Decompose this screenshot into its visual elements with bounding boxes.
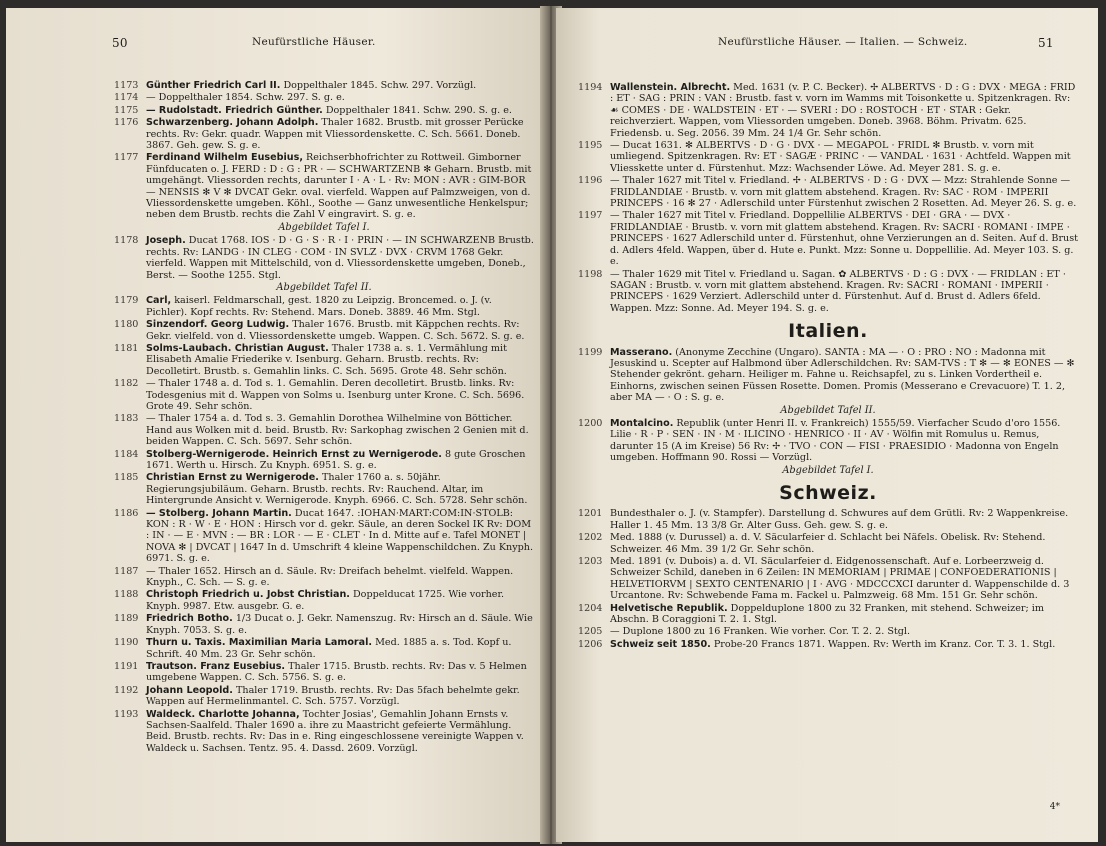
lot-number: 1180 bbox=[114, 319, 139, 331]
left-column bbox=[114, 80, 534, 755]
entry-name: Trautson. Franz Eusebius. bbox=[146, 660, 286, 672]
lot-number: 1179 bbox=[114, 295, 139, 307]
entry-description: Doppelthaler 1845. Schw. 297. Vorzügl. bbox=[280, 80, 477, 91]
entries-schweiz bbox=[578, 508, 1078, 650]
entry-description: — Thaler 1627 mit Titel v. Friedland. Doppellilie ALBERTVS · DEI · GRA · — DVX · FRIDLANDIAE · Brustb. v. vorn mit glattem abstehend. Kragen. Rv: SACRI · ROMANI · IMPE · PRINCEPS · 1627 Adlerschild unter d. Fürstenhut, ohne Verzierungen an d. Seiten. Auf d. Brust d. Adlers 4feld. Wappen, über d. Hute e. Punkt. Mzz: Sonne u. Doppellilie. Ad. Meyer 103. S. g. e. bbox=[610, 210, 1079, 268]
entry-name: Schwarzenberg. Johann Adolph. bbox=[146, 117, 319, 129]
lot-number: 1187 bbox=[114, 565, 139, 577]
entry-description: Thaler 1738 a. s. 1. Vermählung mit Elisabeth Amalie Friederike v. Isenburg. Geharn. Brustb. rechts. Rv: Decolletirt. Brustb. s. Gemahlin links. C. Sch. 5695. Grote 48. Sehr schön. bbox=[146, 342, 507, 377]
plate-reference: Abgebildet Tafel I. bbox=[782, 464, 874, 476]
section-heading-italien: Italien. bbox=[788, 320, 868, 343]
catalog-entry bbox=[578, 418, 1078, 464]
entry-description: — Ducat 1631. ✻ ALBERTVS · D · G · DVX · — MEGAPOL · FRIDL ✻ Brustb. v. vorn mit umliegend. Spitzenkragen. Rv: ET · SAGÆ · PRINC · — VANDAL · 1631 · Achtfeld. Wappen mit Vliesskette unter d. Fürstenhut. Mzz: Wachsender Löwe. Ad. Meyer 281. S. g. e. bbox=[610, 140, 1071, 174]
lot-number: 1177 bbox=[114, 152, 139, 164]
entry-description: Probe-20 Francs 1871. Wappen. Rv: Werth im Kranz. Cor. T. 3. 1. Stgl. bbox=[710, 638, 1056, 650]
catalog-entry bbox=[578, 639, 1078, 650]
entry-description: Reichserbhofrichter zu Rottweil. Gimborner Fünfducaten o. J. FERD : D : G : PR · — SCHWARTZENB ✻ Geharn. Brustb. mit umgehängt. Vliessorden rechts, darunter I · A · L · Rv: MON : AVR : GIM-BOR — NENSIS ✻ V ✻ DVCAT Gekr. oval. vierfeld. Wappen auf Palmzweigen, von d. Vliessordenskette umgeben. Köhl., Soothe — Ganz unwesentliche Henkelspur; neben dem Brustb. rechts die Zahl V eingravirt. S. g. e. bbox=[146, 152, 532, 221]
lot-number: 1184 bbox=[114, 448, 139, 460]
entry-name: Solms-Laubach. Christian August. bbox=[146, 342, 329, 354]
left-page bbox=[6, 8, 546, 842]
entry-description: Tochter Josias', Gemahlin Johann Ernsts v. Sachsen-Saalfeld. Thaler 1690 a. ihre zu Maastricht gefeierte Vermählung. Beid. Brustb. rechts. Rv: Das in e. Ring eingeschlossene vereinigte Wappen v. Waldeck u. Sachsen. Tentz. 95. 4. Dassd. 2609. Vorzügl. bbox=[146, 708, 524, 754]
lot-number: 1198 bbox=[578, 268, 603, 280]
catalog-entry bbox=[578, 347, 1078, 404]
entry-description: Doppelthaler 1841. Schw. 290. S. g. e. bbox=[322, 104, 512, 116]
entry-name: Joseph. bbox=[146, 235, 186, 247]
entry-name: Friedrich Botho. bbox=[146, 613, 233, 625]
lot-number: 1182 bbox=[114, 378, 139, 390]
catalog-entry bbox=[114, 685, 534, 708]
entry-name: — Rudolstadt. Friedrich Günther. bbox=[146, 104, 323, 116]
catalog-entry bbox=[578, 603, 1078, 626]
lot-number: 1206 bbox=[578, 638, 603, 650]
entry-description: kaiserl. Feldmarschall, gest. 1820 zu Leipzig. Broncemed. o. J. (v. Pichler). Kopf rechts. Rv: Stehend. Mars. Doneb. 3889. 46 Mm. Stgl. bbox=[146, 295, 492, 318]
lot-number: 1176 bbox=[114, 117, 139, 129]
entries-wallenstein bbox=[578, 82, 1078, 314]
lot-number: 1181 bbox=[114, 342, 139, 354]
entry-description: Doppelducat 1725. Wie vorher. Knyph. 9987. Etw. ausgebr. G. e. bbox=[146, 589, 505, 612]
entry-name: Schweiz seit 1850. bbox=[610, 638, 711, 650]
lot-number: 1191 bbox=[114, 660, 139, 672]
entry-name: Günther Friedrich Carl II. bbox=[146, 80, 281, 91]
catalog-entry bbox=[578, 532, 1078, 555]
entry-description: Thaler 1682. Brustb. mit grosser Perücke rechts. Rv: Gekr. quadr. Wappen mit Vliessordenskette. C. Sch. 5661. Doneb. 3867. Geh. gew. S. g. e. bbox=[146, 117, 524, 152]
catalog-entry bbox=[578, 210, 1078, 267]
running-header: Neufürstliche Häuser. — Italien. — Schweiz. bbox=[718, 36, 968, 48]
catalog-entry bbox=[114, 661, 534, 684]
catalog-entry bbox=[114, 105, 534, 116]
catalog-entry bbox=[114, 472, 534, 506]
entry-name: Masserano. bbox=[610, 346, 673, 358]
catalog-entry bbox=[114, 295, 534, 318]
catalog-entry bbox=[114, 319, 534, 342]
entry-description: Ducat 1647. :IOHAN·MART:COM:IN·STOLB: KON : R · W · E · HON : Hirsch vor d. gekr. Säule, an deren Sockel IK Rv: DOM : IN · — E · MVN : — BR : LOR · — E · CLET · In d. Mitte auf e. Tafel MONET | NOVA ✻ | DVCAT | 1647 In d. Umschrift 4 kleine Wappenschildchen. Zu Knyph. 6971. S. g. e. bbox=[146, 507, 533, 565]
entry-description: Doppelduplone 1800 zu 32 Franken, mit stehend. Schweizer; im Abschn. B Coraggioni T. 2. 1. Stgl. bbox=[610, 602, 1044, 626]
entry-name: Thurn u. Taxis. Maximilian Maria Lamoral. bbox=[146, 637, 373, 649]
catalog-entry bbox=[114, 449, 534, 472]
plate-reference: Abgebildet Tafel II. bbox=[276, 281, 372, 293]
entry-description: Bundesthaler o. J. (v. Stampfer). Darstellung d. Schwures auf dem Grütli. Rv: 2 Wappenkreise. Haller 1. 45 Mm. 13 3/8 Gr. Alter Guss. Geh. gew. S. g. e. bbox=[610, 508, 1069, 531]
entry-description: 1/3 Ducat o. J. Gekr. Namenszug. Rv: Hirsch an d. Säule. Wie Knyph. 7053. S. g. e. bbox=[146, 613, 533, 636]
lot-number: 1189 bbox=[114, 613, 139, 625]
entry-description: (Anonyme Zecchine (Ungaro). SANTA : MA — · O : PRO : NO : Madonna mit Jesuskind u. Scepter auf Halbmond über Adlerschildchen. Rv: SAM-TVS : T ✻ — ✻ EONES — ✻ Stehender gekrönt. geharn. Heiliger m. Fahne u. Reichsapfel, zu s. Linken Vordertheil e. Einhorns, zwischen seinen Füssen Rosette. Domen. Promis (Messerano e Crevacuore) T. 1. 2, aber MA — · O : S. g. e. bbox=[610, 346, 1075, 404]
entry-description: Thaler 1676. Brustb. mit Käppchen rechts. Rv: Gekr. vielfeld. von d. Vliessordenskette umgeb. Wappen. C. Sch. 5672. S. g. e. bbox=[146, 319, 525, 342]
catalog-entry bbox=[578, 175, 1078, 209]
entry-description: — Thaler 1748 a. d. Tod s. 1. Gemahlin. Deren decolletirt. Brustb. links. Rv: Todesgenius mit d. Wappen von Solms u. Isenburg unter Krone. C. Sch. 5696. Grote 49. Sehr schön. bbox=[146, 378, 525, 412]
lot-number: 1197 bbox=[578, 210, 603, 222]
lot-number: 1186 bbox=[114, 507, 139, 519]
catalog-entry bbox=[578, 626, 1078, 637]
lot-number: 1200 bbox=[578, 417, 603, 429]
lot-number: 1185 bbox=[114, 472, 139, 484]
entry-description: Med. 1891 (v. Dubois) a. d. VI. Säcularfeier d. Eidgenossenschaft. Auf e. Lorbeerzweig d. Schweizer Schild, daneben in 6 Zeilen: IN MEMORIAM | PRIMAE | CONFOEDERATIONIS | HELVETIORVM | SEXTO CENTENARIO | I · AVG · MDCCCXCI darunter d. Wappenschilde d. 3 Urcantone. Rv: Schwebende Fama m. Fackel u. Palmzweig. 68 Mm. 151 Gr. Sehr schön. bbox=[610, 556, 1070, 602]
entry-name: Christoph Friedrich u. Jobst Christian. bbox=[146, 589, 350, 601]
lot-number: 1199 bbox=[578, 346, 603, 358]
catalog-entry bbox=[114, 152, 534, 220]
lot-number: 1195 bbox=[578, 140, 603, 152]
catalog-entry bbox=[114, 117, 534, 151]
section-heading-schweiz: Schweiz. bbox=[779, 482, 877, 504]
entry-description: — Duplone 1800 zu 16 Franken. Wie vorher. Cor. T. 2. 2. Stgl. bbox=[610, 626, 911, 638]
entry-name: Montalcino. bbox=[610, 417, 674, 429]
catalog-entry bbox=[114, 413, 534, 447]
catalog-entry bbox=[114, 508, 534, 565]
lot-number: 1188 bbox=[114, 589, 139, 601]
plate-reference: Abgebildet Tafel I. bbox=[278, 221, 370, 233]
catalog-entry bbox=[114, 378, 534, 412]
catalog-entry bbox=[114, 589, 534, 612]
lot-number: 1175 bbox=[114, 104, 139, 116]
lot-number: 1194 bbox=[578, 82, 603, 93]
catalog-entry bbox=[114, 637, 534, 660]
entry-name: Stolberg-Wernigerode. Heinrich Ernst zu Wernigerode. bbox=[146, 448, 442, 460]
entry-description: Med. 1631 (v. P. C. Becker). ✢ ALBERTVS · D : G : DVX · MEGA : FRID : ET · SAG : PRIN : VAN : Brustb. fast v. vorn im Wamms mit Toisonkette u. Spitzenkragen. Rv: ☙ COMES · DE · WALDSTEIN · ET · — SVERI : DO : ROSTOCH · ET · STAR : Gekr. reichverziert. Wappen, vom Vliessorden umgeben. Doneb. 3968. Böhm. Privatm. 625. Friedensb. u. Seg. 2056. 39 Mm. 24 1/4 Gr. Sehr schön. bbox=[610, 82, 1076, 139]
entry-description: — Thaler 1629 mit Titel v. Friedland u. Sagan. ✿ ALBERTVS · D : G : DVX · — FRIDLAN : ET · SAGAN : Brustb. v. vorn mit glattem abstehend. Kragen. Rv: SACRI · ROMANI · IMPERII · PRINCEPS · 1629 Verziert. Adlerschild unter d. Fürstenhut. Auf d. Brust d. Adlers 6feld. Wappen. Mzz: Sonne. Ad. Meyer 194. S. g. e. bbox=[610, 268, 1066, 314]
lot-number: 1190 bbox=[114, 637, 139, 649]
lot-number: 1204 bbox=[578, 602, 603, 614]
entry-description: Med. 1885 a. s. Tod. Kopf u. Schrift. 40 Mm. 23 Gr. Sehr schön. bbox=[146, 637, 512, 660]
catalog-entry bbox=[578, 140, 1078, 174]
catalog-entry bbox=[114, 235, 534, 281]
catalog-entry bbox=[578, 269, 1078, 315]
page-number: 51 bbox=[1038, 36, 1054, 50]
plate-reference: Abgebildet Tafel II. bbox=[780, 404, 876, 416]
entry-description: Thaler 1719. Brustb. rechts. Rv: Das 5fach behelmte gekr. Wappen auf Hermelinmantel. C. Sch. 5757. Vorzügl. bbox=[146, 684, 520, 708]
entry-description: Thaler 1715. Brustb. rechts. Rv: Das v. 5 Helmen umgebene Wappen. C. Sch. 5756. S. g. e. bbox=[146, 660, 527, 684]
entry-description: — Doppelthaler 1854. Schw. 297. S. g. e. bbox=[146, 92, 345, 104]
catalog-entry bbox=[578, 556, 1078, 602]
entry-name: Carl, bbox=[146, 295, 172, 307]
lot-number: 1205 bbox=[578, 626, 603, 638]
lot-number: 1173 bbox=[114, 80, 139, 91]
entry-description: — Thaler 1652. Hirsch an d. Säule. Rv: Dreifach behelmt. vielfeld. Wappen. Knyph., C. Sch. — S. g. e. bbox=[146, 565, 514, 589]
catalog-entry bbox=[578, 508, 1078, 531]
entry-description: Ducat 1768. IOS · D · G · S · R · I · PRIN · — IN SCHWARZENB Brustb. rechts. Rv: LANDG · IN CLEG · COM · IN SVLZ · DVX · CRVM 1768 Gekr. vierfeld. Wappen mit Mittelschild, von d. Vliessordenskette umgeben, Doneb., Berst. — Soothe 1255. Stgl. bbox=[146, 235, 534, 281]
entry-name: Helvetische Republik. bbox=[610, 602, 728, 614]
right-column bbox=[578, 82, 1078, 651]
right-page bbox=[556, 8, 1098, 842]
entry-name: Ferdinand Wilhelm Eusebius, bbox=[146, 152, 303, 164]
entry-description: Republik (unter Henri II. v. Frankreich) 1555/59. Vierfacher Scudo d'oro 1556. Lilie · R · P · SEN · IN · M · ILICINO · HENRICO · II · AV · Wölfin mit Romulus u. Remus, darunter 15 (A im Kreise) 56 Rv: ✢ · TVO · CON — FISI · PRAESIDIO · Madonna von Engeln umgeben. Hoffmann 90. Rossi — Vorzügl. bbox=[610, 417, 1061, 464]
entry-description: Thaler 1760 a. s. 50jähr. Regierungsjubiläum. Geharn. Brustb. rechts. Rv: Rauchend. Altar, im Hintergrunde Ansicht v. Wernigerode. Knyph. 6966. C. Sch. 5728. Sehr schön. bbox=[146, 472, 528, 507]
entry-description: — Thaler 1627 mit Titel v. Friedland. ✢ · ALBERTVS · D : G · DVX — Mzz: Strahlende Sonne — FRIDLANDIAE · Brustb. v. vorn mit glattem abstehend. Kragen. Rv: SAC · ROM · IMPERII PRINCEPS · 16 ✻ 27 · Adlerschild unter Fürstenhut zwischen 2 Rosetten. Ad. Meyer 26. S. g. e. bbox=[610, 175, 1077, 210]
entry-description: Med. 1888 (v. Durussel) a. d. V. Säcularfeier d. Schlacht bei Näfels. Obelisk. Rv: Stehend. Schweizer. 46 Mm. 39 1/2 Gr. Sehr schön. bbox=[610, 532, 1046, 555]
lot-number: 1196 bbox=[578, 175, 603, 187]
page-number: 50 bbox=[112, 36, 128, 50]
entry-description: — Thaler 1754 a. d. Tod s. 3. Gemahlin Dorothea Wilhelmine von Bötticher. Hand aus Wolken mit d. beid. Brustb. Rv: Sarkophag zwischen 2 Genien mit d. beiden Wappen. C. Sch. 5697. Sehr schön. bbox=[146, 413, 529, 448]
lot-number: 1183 bbox=[114, 413, 139, 425]
entries-italien bbox=[578, 347, 1078, 476]
entry-name: Waldeck. Charlotte Johanna, bbox=[146, 708, 300, 720]
lot-number: 1178 bbox=[114, 235, 139, 247]
running-header: Neufürstliche Häuser. bbox=[252, 36, 376, 48]
entry-name: Christian Ernst zu Wernigerode. bbox=[146, 472, 319, 484]
catalog-entry bbox=[114, 80, 534, 91]
lot-number: 1192 bbox=[114, 684, 139, 696]
entry-name: Johann Leopold. bbox=[146, 684, 233, 696]
lot-number: 1202 bbox=[578, 532, 603, 544]
catalog-entry bbox=[114, 566, 534, 589]
lot-number: 1203 bbox=[578, 556, 603, 568]
entry-name: Sinzendorf. Georg Ludwig. bbox=[146, 319, 290, 331]
entry-description: 8 gute Groschen 1671. Werth u. Hirsch. Zu Knyph. 6951. S. g. e. bbox=[146, 448, 526, 471]
catalog-entry bbox=[114, 613, 534, 636]
catalog-entry bbox=[114, 343, 534, 377]
catalog-entry bbox=[578, 82, 1078, 139]
catalog-entry bbox=[114, 92, 534, 103]
entry-name: Wallenstein. Albrecht. bbox=[610, 82, 731, 93]
lot-number: 1193 bbox=[114, 708, 139, 720]
lot-number: 1201 bbox=[578, 508, 603, 520]
entry-name: — Stolberg. Johann Martin. bbox=[146, 507, 292, 519]
signature-mark: 4* bbox=[1049, 802, 1060, 812]
lot-number: 1174 bbox=[114, 92, 139, 104]
catalog-entry bbox=[114, 709, 534, 755]
